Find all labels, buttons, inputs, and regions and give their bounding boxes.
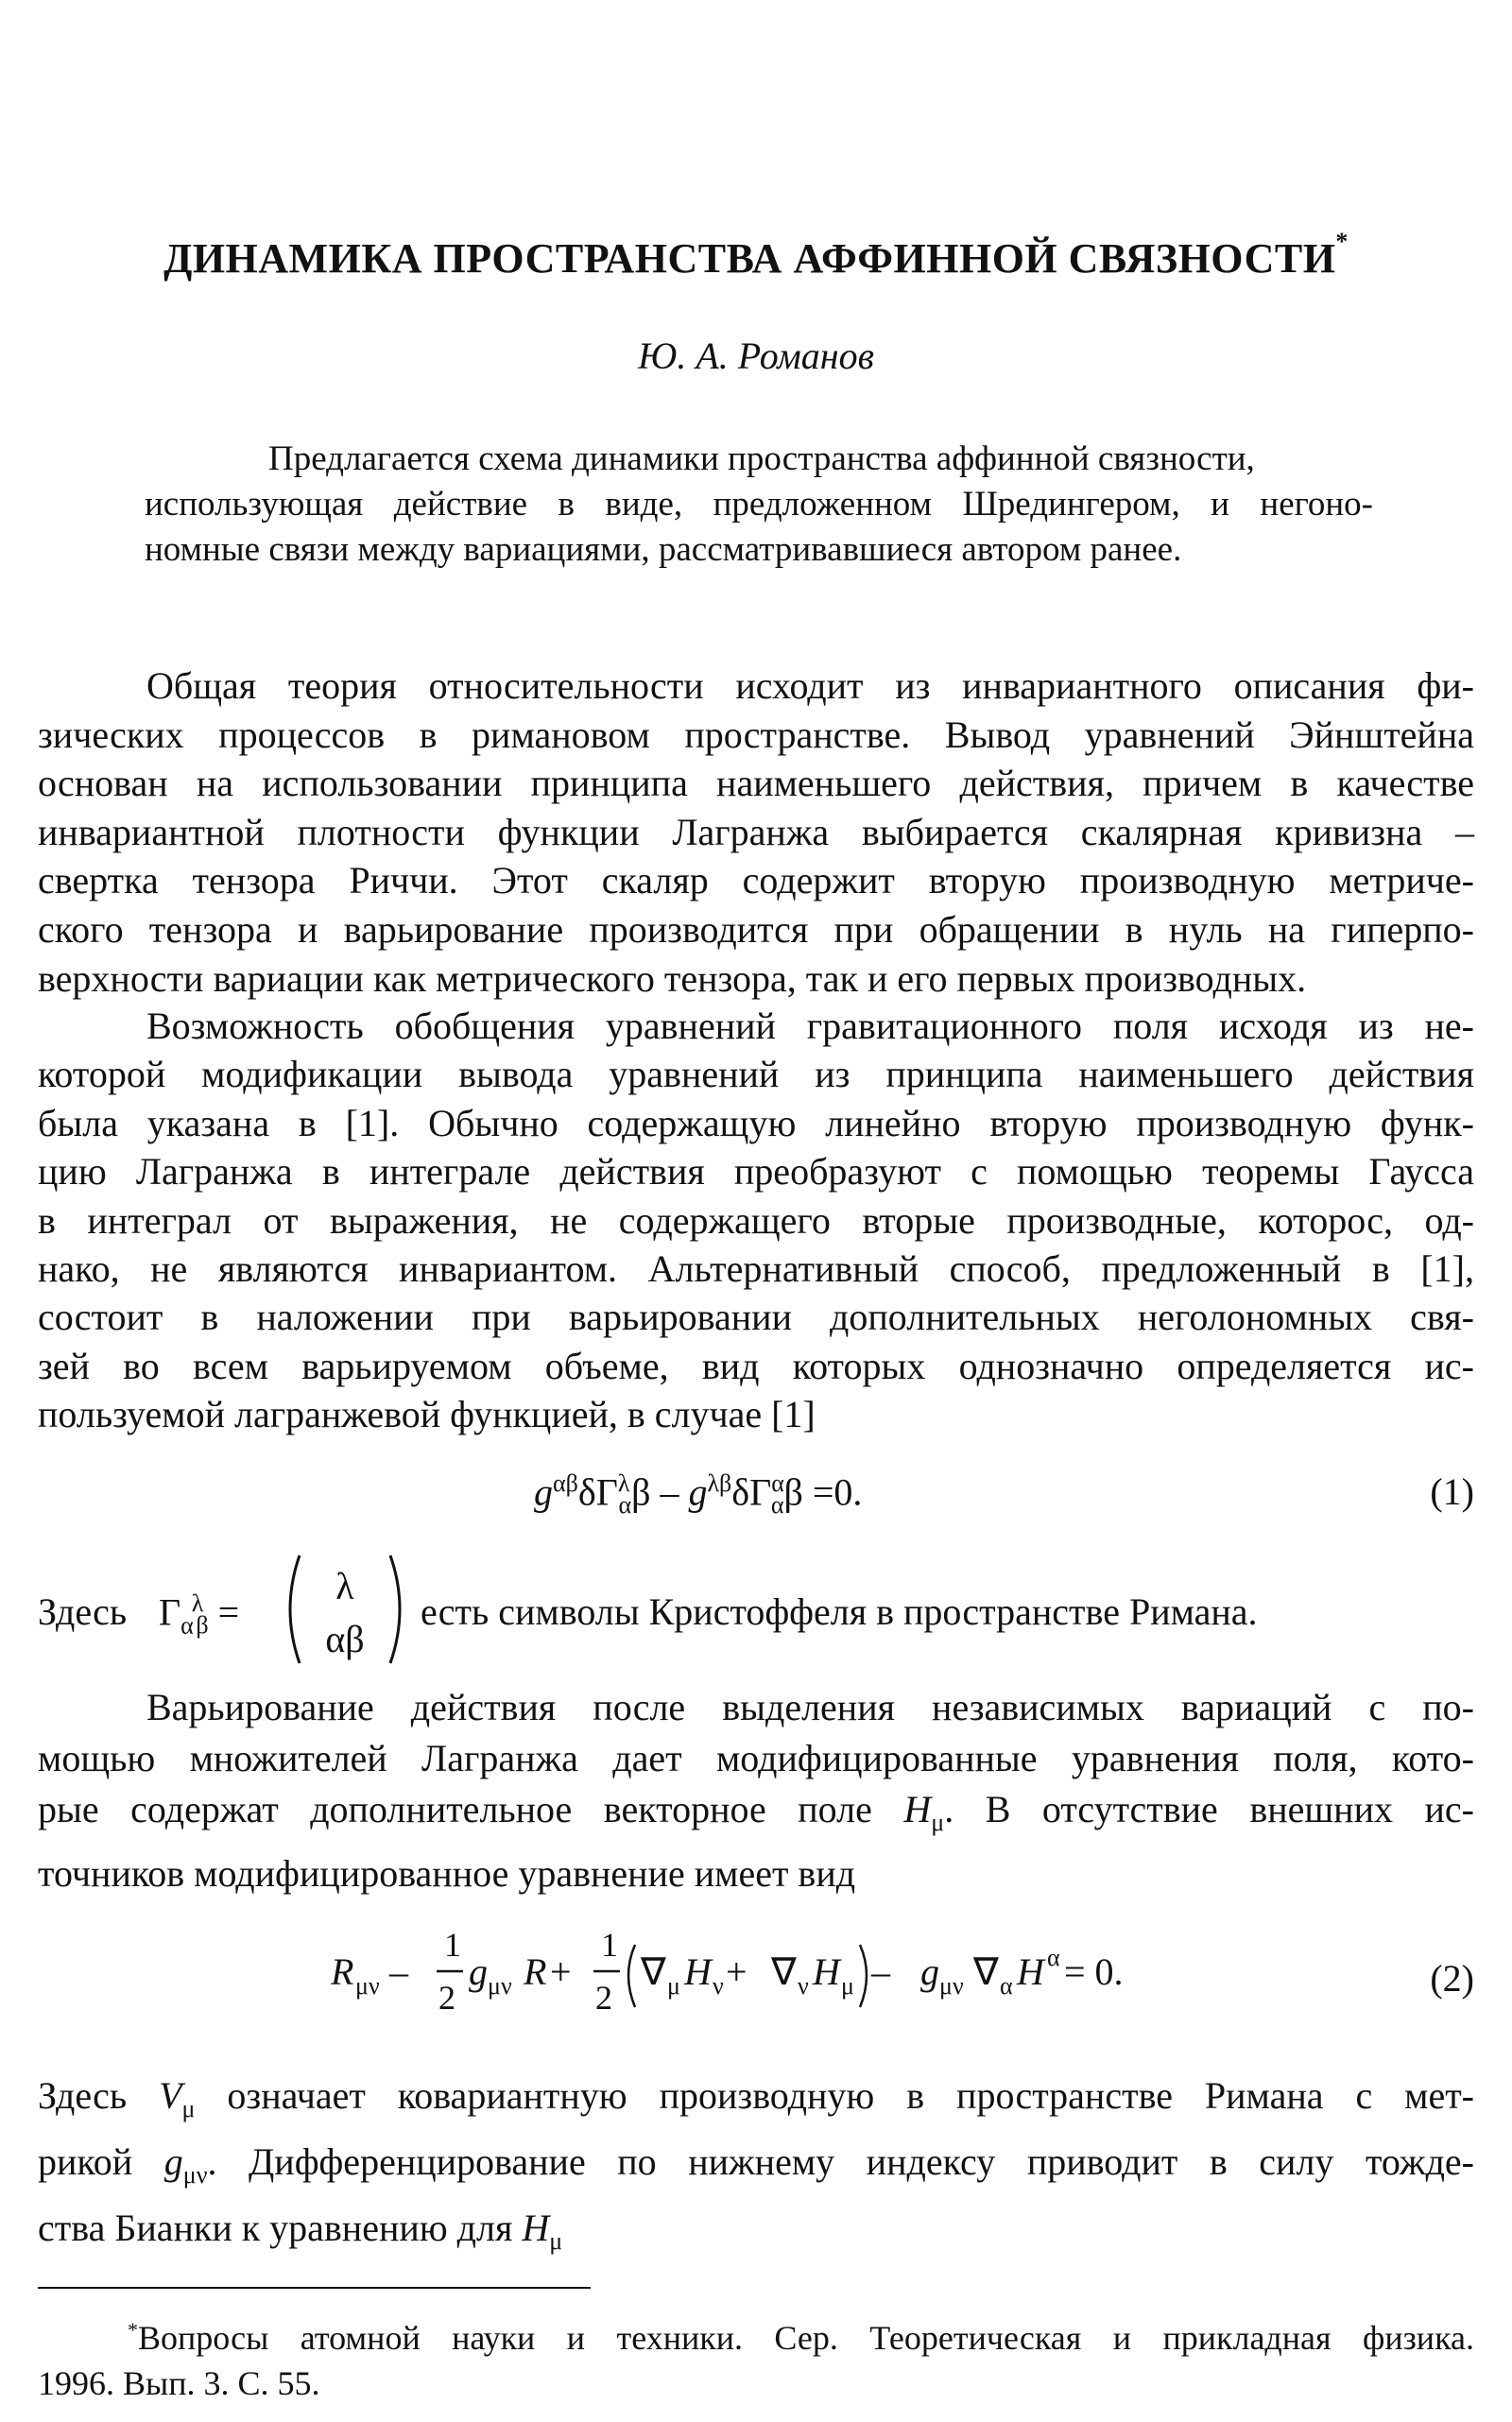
title-footnote-mark: * [1335,228,1349,256]
abstract [145,437,1373,573]
text-line: нако, не являются инвариантом. Альтернативный способ, предложенный в [1], [38,1247,1474,1291]
text-line: зических процессов в римановом пространстве. Вывод уравнений Эйнштейна [38,713,1474,756]
paragraph-4 [38,2070,1474,2268]
text-line: Здесь $V_\mu$ означает ковариантную производную в пространстве Римана с мет- [38,2074,1474,2122]
abstract-line: Предлагается схема динамики пространства аффинной связности, [268,439,1255,478]
equation-1-formula: $g^{\alpha\beta}\delta\Gamma^\lambda_\alpha\beta - g^{\lambda\beta}\delta\Gamma^\alpha_\alpha\beta =0$. [534,1469,863,1520]
svg-text:g: g [920,1950,939,1993]
text-line: рикой $g_{\mu\nu}$. Дифференцирование по нижнему индексу приводит в силу тожде- [38,2140,1474,2189]
christoffel-brackets [279,1550,411,1669]
svg-text:2: 2 [438,1979,455,2017]
footnote [38,2308,1474,2406]
svg-text:ν: ν [713,1972,724,2000]
open-paren [628,1945,635,2007]
svg-text:R: R [524,1950,547,1993]
text-line: Возможность обобщения уравнений гравитационного поля исходя из не- [146,1005,1474,1047]
svg-text:∇: ∇ [771,1950,797,1993]
svg-text:μ: μ [667,1972,680,2000]
text-line: свертка тензора Риччи. Этот скаляр содержит вторую производную метриче- [38,859,1474,902]
equation-1 [38,1469,1474,1526]
svg-text:∇: ∇ [973,1950,999,1993]
svg-text:R: R [331,1950,354,1993]
text-line: была указана в [1]. Обычно содержащую линейно вторую производную функ- [38,1101,1474,1144]
svg-text:1: 1 [444,1926,461,1964]
text-line: точников модифицированное уравнение имеет вид [38,1852,856,1895]
svg-text:μν: μν [939,1972,964,2000]
paragraph-2 [38,1002,1474,1439]
text-line: верхности вариации как метрического тензора, так и его первых производных. [38,956,1307,1000]
svg-text:2: 2 [595,1979,612,2017]
text-line: пользуемой лагранжевой функцией, в случае [1] [38,1393,816,1436]
christoffel-definition [38,1550,1474,1673]
svg-text:H: H [684,1950,712,1993]
text-line: цию Лагранжа в интеграле действия преобразуют с помощью теоремы Гаусса [38,1150,1474,1194]
svg-text:μν: μν [355,1972,380,2000]
svg-text:μν: μν [488,1972,512,2000]
text-line: зей во всем варьируемом объеме, вид которых однозначно определяется ис- [38,1344,1474,1387]
svg-text:= 0.: = 0. [1064,1950,1124,1993]
paragraph-3 [38,1682,1474,1899]
abstract-line: использующая действие в виде, предложенном Шредингером, и негоно- [145,485,1373,524]
text-line: в интеграл от выражения, не содержащего вторые производные, которос, од- [38,1198,1474,1242]
text-line: основан на использовании принципа наименьшего действия, причем в качестве [38,762,1474,805]
svg-text:α: α [1000,1972,1013,2000]
christoffel-top: λ [335,1565,354,1607]
footnote-line: 1996. Вып. 3. С. 55. [38,2364,320,2402]
equation-2 [38,1918,1474,2022]
svg-text:g: g [469,1950,488,1993]
svg-text:–: – [871,1950,890,1993]
svg-text:α: α [1047,1944,1060,1971]
close-paren [860,1945,867,2007]
equation-2-number: (2) [1430,1957,1474,2000]
christoffel-gamma: $\Gamma_\alpha^\lambda_\beta$ = [159,1589,240,1640]
equation-2-formula [331,1918,1276,2022]
text-line: которой модификации вывода уравнений из принципа наименьшего действия [38,1053,1474,1096]
equation-1-number: (1) [1430,1470,1474,1513]
abstract-line: номные связи между вариациями, рассматривавшиеся автором ранее. [145,530,1182,569]
svg-text:H: H [813,1950,840,1993]
footnote-divider [38,2287,591,2289]
right-paren [390,1555,400,1663]
svg-text:H: H [1017,1950,1044,1993]
christoffel-bottom: αβ [325,1618,365,1660]
christoffel-text: есть символы Кристоффеля в пространстве Римана. [421,1590,1258,1633]
text-line: инвариантной плотности функции Лагранжа выбирается скалярная кривизна – [38,810,1474,853]
svg-text:–: – [389,1950,408,1993]
svg-text:μ: μ [841,1972,854,2000]
text-line: рые содержат дополнительное векторное поле $H_\mu$. В отсутствие внешних ис- [38,1788,1474,1836]
footnote-line: *Вопросы атомной науки и техники. Сер. Теоретическая и прикладная физика. [128,2318,1474,2357]
text-line: ского тензора и варьирование производится при обращении в нуль на гиперпо- [38,907,1474,951]
left-paren [290,1555,300,1663]
author: Ю. А. Романов [638,335,874,377]
paragraph-1 [38,661,1474,1003]
text-line: ства Бианки к уравнению для $H_\mu$ [38,2207,563,2255]
article-title: ДИНАМИКА ПРОСТРАНСТВА АФФИННОЙ СВЯЗНОСТИ* [163,228,1349,282]
text-line: Варьирование действия после выделения независимых вариаций с по- [146,1686,1474,1728]
christoffel-lead: Здесь [38,1590,128,1633]
text-line: состоит в наложении при варьировании дополнительных неголономных свя- [38,1296,1474,1339]
svg-text:+: + [550,1950,572,1993]
text-line: мощью множителей Лагранжа дает модифицированные уравнения поля, кото- [38,1737,1474,1779]
svg-text:1: 1 [601,1926,618,1964]
svg-text:ν: ν [798,1972,809,2000]
svg-text:+: + [726,1950,747,1993]
text-line: Общая теория относительности исходит из инвариантного описания фи- [146,664,1474,707]
svg-text:∇: ∇ [641,1950,666,1993]
